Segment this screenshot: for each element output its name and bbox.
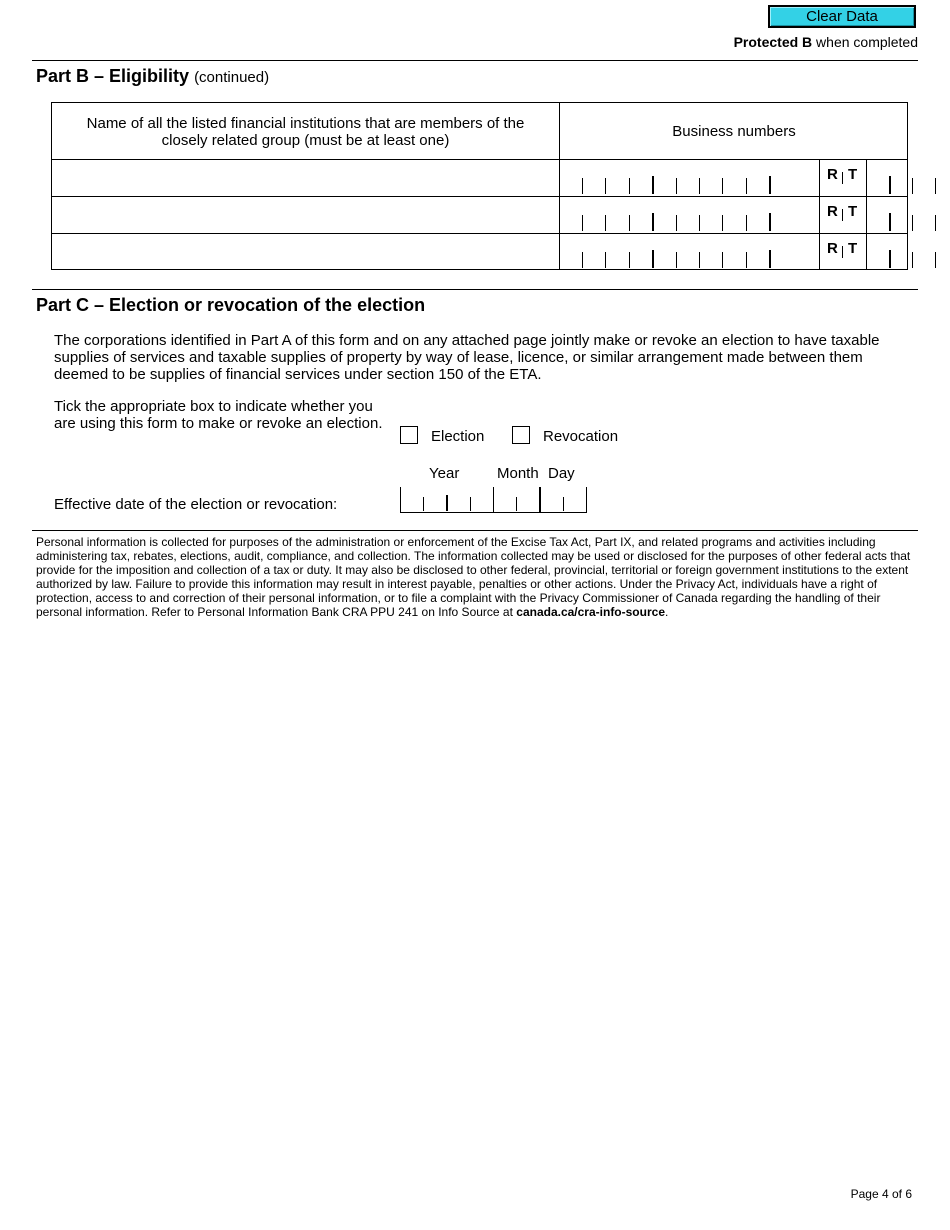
digit-separator: [889, 250, 891, 268]
part-b-heading: Part B – Eligibility: [36, 66, 190, 86]
privacy-notice: [36, 535, 916, 619]
institution-name-input-1[interactable]: [52, 160, 558, 196]
rt-separator: [842, 246, 843, 258]
digit-separator: [912, 215, 913, 231]
rt-box-right: [866, 160, 867, 196]
digit-separator: [889, 176, 891, 194]
digit-separator: [605, 178, 606, 194]
digit-separator: [652, 250, 654, 268]
rt-box-right: [866, 197, 867, 233]
divider: [32, 289, 918, 290]
digit-separator: [582, 178, 583, 194]
privacy-text: Personal information is collected for purposes of the administration or enforcement of the Excise Tax Act, Part IX, and related programs and activities including administering tax, rebates, elections, audit, compliance, and collection. The information collected may be used or disclosed for the purposes of other federal acts that provide for the imposition and collection of a tax or duty. It may also be disclosed to other federal, provincial, territorial or foreign government institutions to the extent authorized by law. Failure to provide this information may result in interest payable, penalties or other actions. Under the Privacy Act, individuals have a right of protection, access to and correction of their personal information, or to file a complaint with the Privacy Commissioner of Canada regarding the handling of their personal information. Refer to Personal Information Bank CRA PPU 241 on Info Source at: [36, 535, 911, 619]
digit-separator: [912, 252, 913, 268]
election-checkbox[interactable]: [400, 426, 418, 444]
rt-letter-r: R: [827, 166, 838, 183]
digit-separator: [582, 252, 583, 268]
protected-suffix: when completed: [812, 34, 918, 50]
rt-letter-t: T: [848, 166, 858, 183]
digit-separator: [746, 178, 747, 194]
part-c-paragraph: The corporations identified in Part A of this form and on any attached page jointly make or revoke an election to have taxable supplies of services and taxable supplies of property by way of lease, licence, or similar arrangement made between them deemed to be supplies of financial services under section 150 of the ETA.: [54, 332, 880, 383]
date-separator: [470, 497, 471, 511]
digit-separator: [676, 178, 677, 194]
digit-separator: [935, 252, 936, 268]
protected-label: Protected B: [733, 34, 813, 50]
digit-separator: [629, 178, 630, 194]
privacy-end: .: [665, 605, 669, 619]
rt-box-left: [819, 197, 820, 233]
part-b-subtitle: (continued): [194, 69, 270, 86]
digit-separator: [769, 213, 771, 231]
date-separator: [516, 497, 517, 511]
rt-box-left: [819, 234, 820, 270]
rt-separator: [842, 172, 843, 184]
business-number-field-2[interactable]: [560, 197, 908, 233]
digit-separator: [652, 176, 654, 194]
rt-letter-t: T: [848, 203, 858, 220]
divider: [32, 530, 918, 531]
part-c-title: Part C – Election or revocation of the election: [36, 295, 426, 315]
digit-separator: [935, 178, 936, 194]
divider: [32, 60, 918, 61]
protected-notice: [734, 34, 918, 50]
digit-separator: [889, 213, 891, 231]
date-separator: [446, 495, 448, 511]
digit-separator: [605, 215, 606, 231]
rt-letter-r: R: [827, 240, 838, 257]
digit-separator: [629, 252, 630, 268]
digit-separator: [676, 252, 677, 268]
date-month-label: Month: [497, 465, 539, 482]
digit-separator: [722, 215, 723, 231]
effective-date-label: Effective date of the election or revocation:: [54, 496, 338, 513]
date-separator: [400, 487, 401, 513]
date-separator: [563, 497, 564, 511]
revocation-checkbox[interactable]: [512, 426, 530, 444]
date-day-label: Day: [548, 465, 575, 482]
date-year-label: Year: [429, 465, 460, 482]
financial-institutions-table: [51, 102, 908, 270]
election-label: Election: [431, 428, 485, 445]
digit-separator: [769, 176, 771, 194]
digit-separator: [629, 215, 630, 231]
tick-instruction: Tick the appropriate box to indicate whether you are using this form to make or revoke an election.: [54, 398, 383, 432]
revocation-label: Revocation: [543, 428, 619, 445]
institution-name-input-3[interactable]: [52, 234, 558, 270]
rt-box-right: [866, 234, 867, 270]
business-number-field-3[interactable]: [560, 234, 908, 270]
business-number-field-1[interactable]: [560, 160, 908, 196]
digit-separator: [746, 252, 747, 268]
digit-separator: [746, 215, 747, 231]
digit-separator: [935, 215, 936, 231]
rt-box-left: [819, 160, 820, 196]
digit-separator: [652, 213, 654, 231]
part-b-title: [36, 66, 269, 87]
date-separator: [586, 487, 587, 513]
digit-separator: [722, 178, 723, 194]
date-separator: [423, 497, 424, 511]
date-separator: [539, 487, 541, 513]
clear-data-button[interactable]: Clear Data: [768, 5, 916, 28]
date-baseline: [400, 512, 587, 513]
digit-separator: [722, 252, 723, 268]
rt-letter-t: T: [848, 240, 858, 257]
digit-separator: [676, 215, 677, 231]
digit-separator: [605, 252, 606, 268]
date-separator: [493, 487, 494, 513]
rt-letter-r: R: [827, 203, 838, 220]
institution-name-input-2[interactable]: [52, 197, 558, 233]
page-number: Page 4 of 6: [850, 1187, 912, 1201]
info-source-link[interactable]: canada.ca/cra-info-source: [516, 605, 665, 619]
column-header-business-numbers: Business numbers: [672, 123, 796, 140]
digit-separator: [769, 250, 771, 268]
effective-date-input[interactable]: [400, 487, 588, 513]
digit-separator: [582, 215, 583, 231]
digit-separator: [699, 252, 700, 268]
rt-separator: [842, 209, 843, 221]
digit-separator: [699, 215, 700, 231]
digit-separator: [699, 178, 700, 194]
column-header-institution-name: Name of all the listed financial institutions that are members of the closely related group (must be at least one): [86, 114, 525, 149]
digit-separator: [912, 178, 913, 194]
